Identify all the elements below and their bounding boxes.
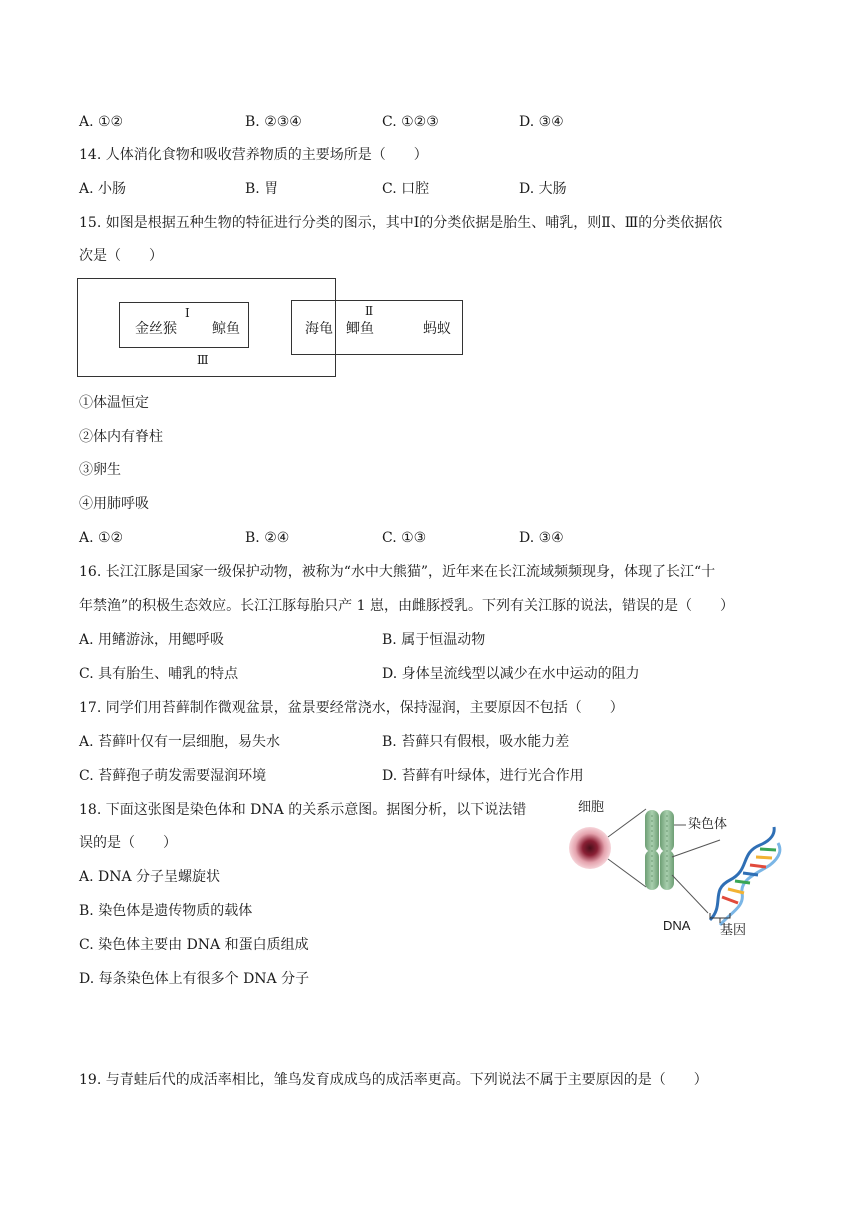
q14-question: 14. 人体消化食物和吸收营养物质的主要场所是（ ） — [79, 147, 428, 163]
dna-label: DNA — [663, 918, 691, 933]
q16-option-a: A. 用鳍游泳，用鳃呼吸 — [79, 632, 225, 648]
q13-option-c: C. ①②③ — [382, 114, 439, 130]
q15-statement-1: ①体温恒定 — [79, 395, 149, 411]
q18-question-line2: 误的是（ ） — [79, 835, 177, 851]
q18-option-c: C. 染色体主要由 DNA 和蛋白质组成 — [79, 937, 309, 953]
organism-whale: 鲸鱼 — [212, 321, 240, 337]
label-i: Ⅰ — [185, 306, 190, 320]
q15-question-line1: 15. 如图是根据五种生物的特征进行分类的图示，其中Ⅰ的分类依据是胎生、哺乳，则Ⅱ、Ⅲ的分类依据依 — [79, 215, 723, 231]
q19-question: 19. 与青蛙后代的成活率相比，雏鸟发育成成鸟的成活率更高。下列说法不属于主要原因的是（ ） — [79, 1072, 708, 1088]
cell-icon — [569, 827, 611, 869]
label-iii: Ⅲ — [197, 353, 209, 367]
q16-question-line1: 16. 长江江豚是国家一级保护动物，被称为“水中大熊猫”，近年来在长江流域频频现身，体现了长江“十 — [79, 564, 716, 580]
chromosome-dna-figure — [560, 795, 790, 945]
q17-option-c: C. 苔藓孢子萌发需要湿润环境 — [79, 768, 267, 784]
q15-option-d: D. ③④ — [519, 530, 564, 546]
q15-statement-2: ②体内有脊柱 — [79, 429, 163, 445]
q14-option-d: D. 大肠 — [519, 181, 567, 197]
q18-option-a: A. DNA 分子呈螺旋状 — [79, 869, 221, 885]
q15-statement-4: ④用肺呼吸 — [79, 496, 149, 512]
q14-option-a: A. 小肠 — [79, 181, 127, 197]
organism-sea-turtle: 海龟 — [305, 321, 333, 337]
organism-golden-monkey: 金丝猴 — [135, 321, 177, 337]
q17-option-d: D. 苔藓有叶绿体，进行光合作用 — [382, 768, 584, 784]
label-ii: Ⅱ — [365, 304, 374, 318]
gene-label: 基因 — [720, 923, 747, 938]
q17-option-a: A. 苔藓叶仅有一层细胞，易失水 — [79, 734, 281, 750]
chromosome-label: 染色体 — [688, 817, 728, 832]
q16-option-c: C. 具有胎生、哺乳的特点 — [79, 666, 239, 682]
q15-option-a: A. ①② — [79, 530, 124, 546]
q15-option-c: C. ①③ — [382, 530, 427, 546]
q16-option-d: D. 身体呈流线型以减少在水中运动的阻力 — [382, 666, 640, 682]
q15-statement-3: ③卵生 — [79, 462, 121, 478]
q15-question-line2: 次是（ ） — [79, 248, 163, 264]
q16-question-line2: 年禁渔”的积极生态效应。长江江豚每胎只产 1 崽，由雌豚授乳。下列有关江豚的说法，错误的是（ ） — [79, 598, 734, 614]
q14-option-c: C. 口腔 — [382, 181, 430, 197]
organism-crucian: 鲫鱼 — [346, 321, 374, 337]
chromosome-icon — [645, 810, 674, 890]
q18-option-d: D. 每条染色体上有很多个 DNA 分子 — [79, 971, 310, 987]
q18-option-b: B. 染色体是遗传物质的载体 — [79, 903, 253, 919]
q13-option-d: D. ③④ — [519, 114, 564, 130]
dna-helix-icon — [710, 827, 780, 925]
q17-question: 17. 同学们用苔藓制作微观盆景，盆景要经常浇水，保持湿润，主要原因不包括（ ） — [79, 700, 624, 716]
q17-option-b: B. 苔藓只有假根，吸水能力差 — [382, 734, 570, 750]
q18-question-line1: 18. 下面这张图是染色体和 DNA 的关系示意图。据图分析，以下说法错 — [79, 802, 527, 818]
organism-ant: 蚂蚁 — [423, 321, 451, 337]
q13-option-b: B. ②③④ — [245, 114, 302, 130]
cell-label: 细胞 — [578, 800, 605, 815]
q14-option-b: B. 胃 — [245, 181, 279, 197]
q16-option-b: B. 属于恒温动物 — [382, 632, 486, 648]
q15-option-b: B. ②④ — [245, 530, 290, 546]
q13-option-a: A. ①② — [79, 114, 124, 130]
